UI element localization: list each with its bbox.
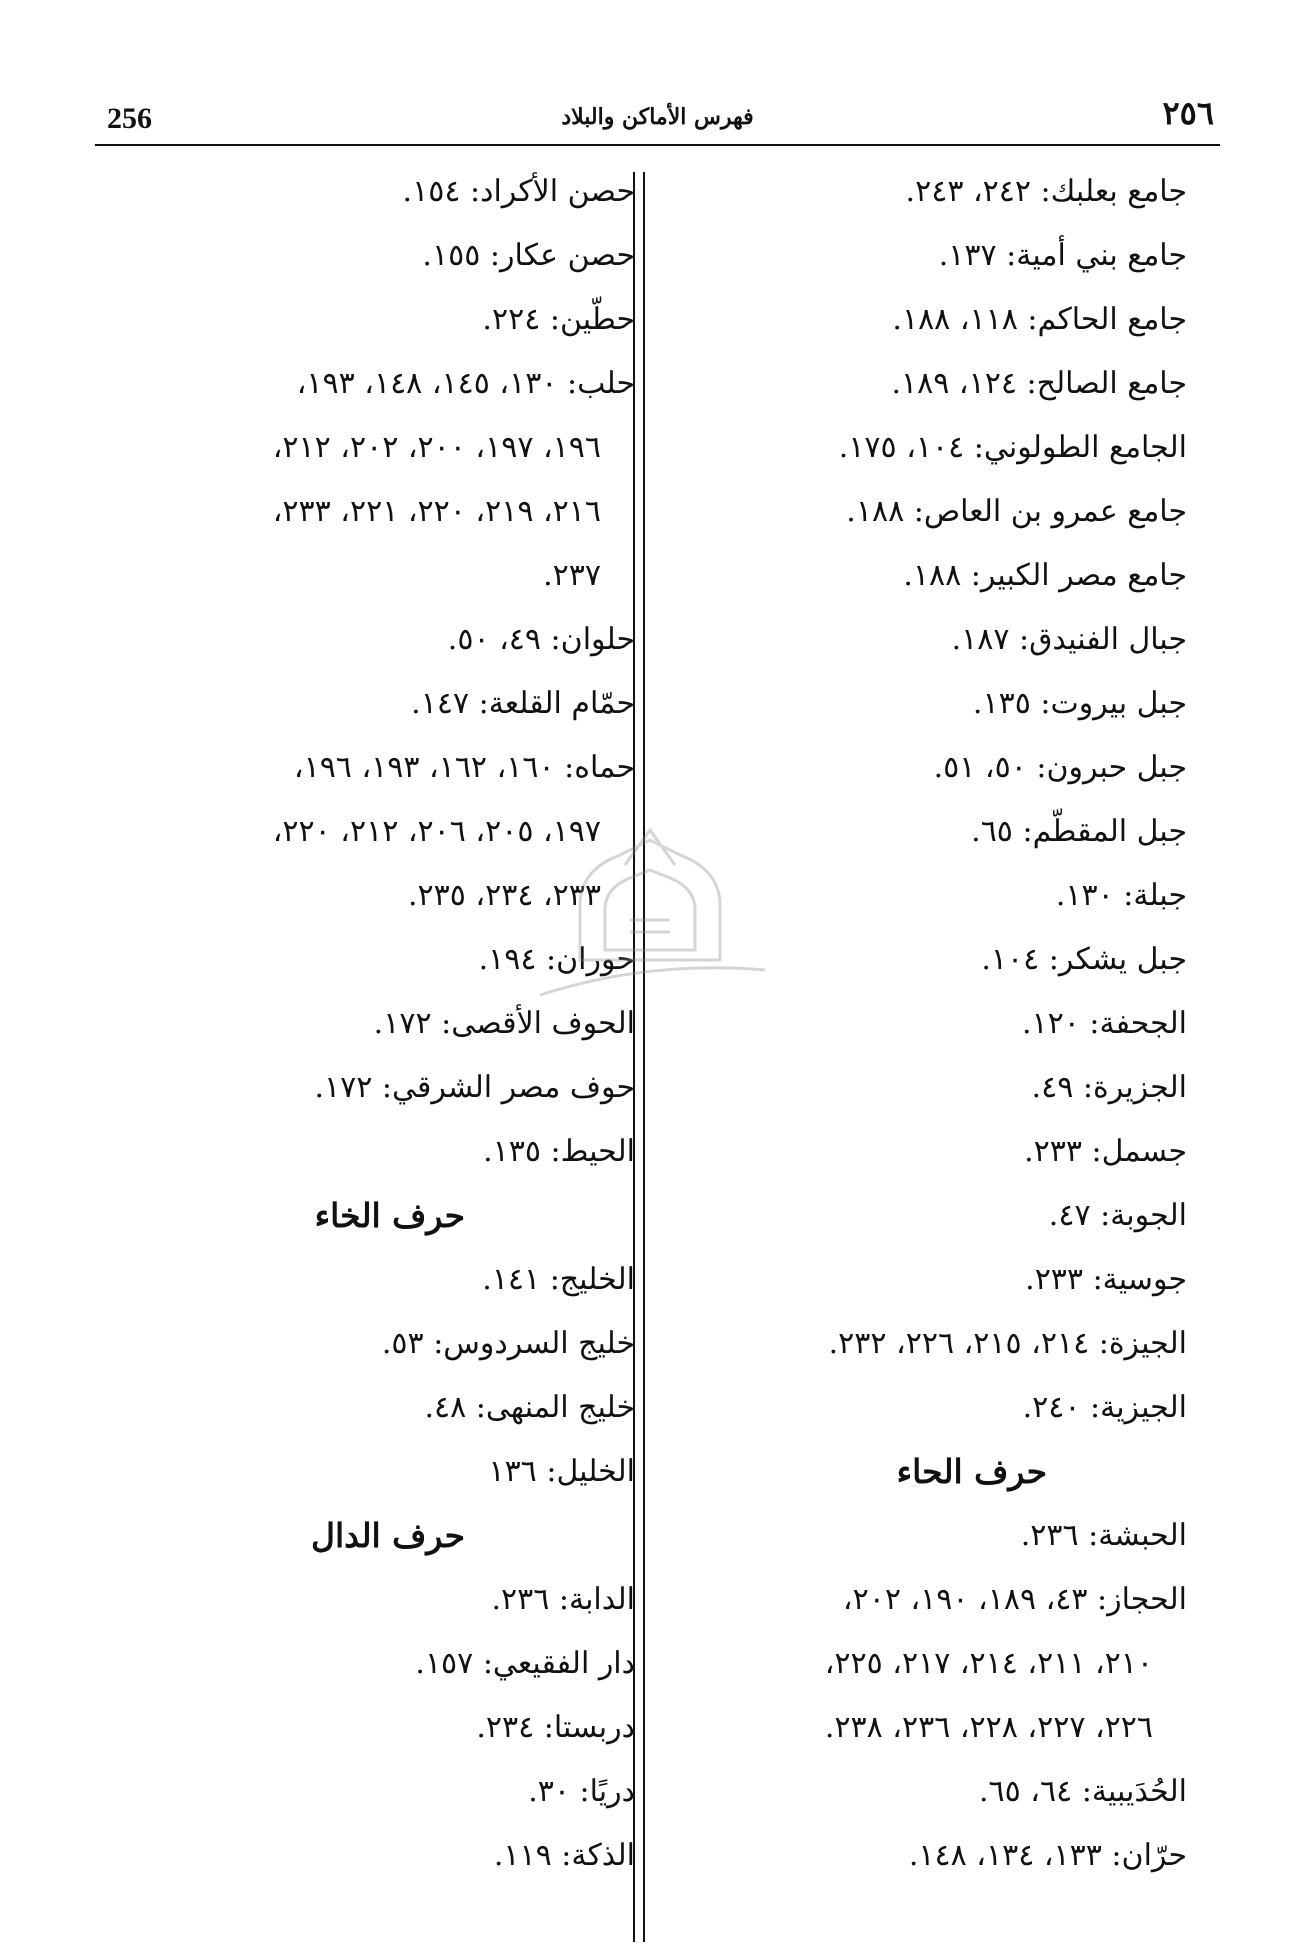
- index-entry: حماه: ١٦٠، ١٦٢، ١٩٣، ١٩٦،: [293, 750, 635, 785]
- index-entry: خليج السردوس: ٥٣.: [381, 1326, 635, 1361]
- index-entry: جامع عمرو بن العاص: ١٨٨.: [846, 494, 1187, 529]
- index-entry: حرّان: ١٣٣، ١٣٤، ١٤٨.: [908, 1838, 1187, 1873]
- index-entry-continuation: ١٩٦، ١٩٧، ٢٠٠، ٢٠٢، ٢١٢،: [272, 430, 601, 465]
- index-entry: الحجاز: ٤٣، ١٨٩، ١٩٠، ٢٠٢،: [842, 1582, 1187, 1617]
- index-entry: دار الفقيعي: ١٥٧.: [415, 1646, 635, 1681]
- index-entry: حصن عكار: ١٥٥.: [422, 238, 635, 273]
- index-entry: جوسية: ٢٣٣.: [1025, 1262, 1187, 1297]
- index-entry: جبل المقطّم: ٦٥.: [971, 814, 1187, 849]
- section-heading: حرف الحاء: [896, 1452, 1047, 1491]
- index-entry: جامع الصالح: ١٢٤، ١٨٩.: [891, 366, 1187, 401]
- index-entry-continuation: ٢٢٦، ٢٢٧، ٢٢٨، ٢٣٦، ٢٣٨.: [824, 1710, 1153, 1745]
- index-entry: جبل يشكر: ١٠٤.: [981, 942, 1187, 977]
- index-entry: حصن الأكراد: ١٥٤.: [402, 174, 635, 209]
- index-entry: خليج المنهى: ٤٨.: [424, 1390, 635, 1425]
- section-heading: حرف الخاء: [314, 1196, 465, 1235]
- index-entry: جسمل: ٢٣٣.: [1024, 1134, 1187, 1169]
- page-number-latin: 256: [107, 102, 152, 135]
- index-entry: حطّين: ٢٢٤.: [482, 302, 635, 337]
- index-entry: الجيزة: ٢١٤، ٢١٥، ٢٢٦، ٢٣٢.: [828, 1326, 1187, 1361]
- index-entry: الخليل: ١٣٦: [488, 1454, 635, 1489]
- page-header: [95, 92, 1220, 146]
- index-entry-continuation: ٢٣٧.: [543, 558, 601, 593]
- index-entry-continuation: ٢١٠، ٢١١، ٢١٤، ٢١٧، ٢٢٥،: [824, 1646, 1153, 1681]
- index-entry: جامع مصر الكبير: ١٨٨.: [903, 558, 1187, 593]
- index-entry: جامع بني أمية: ١٣٧.: [938, 238, 1187, 273]
- index-entry: الحوف الأقصى: ١٧٢.: [373, 1006, 635, 1041]
- index-entry: الحيط: ١٣٥.: [483, 1134, 635, 1169]
- index-entry: الحُدَيبية: ٦٤، ٦٥.: [978, 1774, 1187, 1809]
- index-entry: حوران: ١٩٤.: [478, 942, 635, 977]
- index-entry-continuation: ٢٣٣، ٢٣٤، ٢٣٥.: [407, 878, 601, 913]
- index-column-right: [652, 160, 1187, 1914]
- index-entry: حلوان: ٤٩، ٥٠.: [447, 622, 635, 657]
- index-entry: الجوبة: ٤٧.: [1048, 1198, 1187, 1233]
- index-entry: جبل حبرون: ٥٠، ٥١.: [933, 750, 1187, 785]
- index-entry-continuation: ١٩٧، ٢٠٥، ٢٠٦، ٢١٢، ٢٢٠،: [272, 814, 601, 849]
- index-entry: حلب: ١٣٠، ١٤٥، ١٤٨، ١٩٣،: [296, 366, 635, 401]
- index-entry: الدابة: ٢٣٦.: [491, 1582, 635, 1617]
- index-entry: الذكة: ١١٩.: [493, 1838, 635, 1873]
- index-entry: جامع الحاكم: ١١٨، ١٨٨.: [892, 302, 1187, 337]
- index-entry: حوف مصر الشرقي: ١٧٢.: [314, 1070, 635, 1105]
- index-entry: الجزيرة: ٤٩.: [1031, 1070, 1187, 1105]
- index-entry-continuation: ٢١٦، ٢١٩، ٢٢٠، ٢٢١، ٢٣٣،: [272, 494, 601, 529]
- index-entry: دربستا: ٢٣٤.: [476, 1710, 635, 1745]
- section-heading: حرف الدال: [311, 1516, 465, 1555]
- index-entry: الجيزية: ٢٤٠.: [1022, 1390, 1187, 1425]
- index-entry: الحبشة: ٢٣٦.: [1020, 1518, 1187, 1553]
- index-entry: دريًا: ٣٠.: [528, 1774, 635, 1809]
- index-entry: جبال الفنيدق: ١٨٧.: [951, 622, 1187, 657]
- index-entry: جامع بعلبك: ٢٤٢، ٢٤٣.: [905, 174, 1187, 209]
- index-entry: جبلة: ١٣٠.: [1055, 878, 1187, 913]
- index-entry: الخليج: ١٤١.: [482, 1262, 635, 1297]
- index-entry: جبل بيروت: ١٣٥.: [972, 686, 1187, 721]
- column-divider: [643, 172, 645, 1942]
- index-column-left: [75, 160, 635, 1914]
- index-entry: الجحفة: ١٢٠.: [1022, 1006, 1187, 1041]
- index-entry: الجامع الطولوني: ١٠٤، ١٧٥.: [838, 430, 1187, 465]
- running-title: فهرس الأماكن والبلاد: [561, 104, 754, 130]
- index-entry: حمّام القلعة: ١٤٧.: [411, 686, 635, 721]
- page-number-arabic: ٢٥٦: [1162, 94, 1214, 132]
